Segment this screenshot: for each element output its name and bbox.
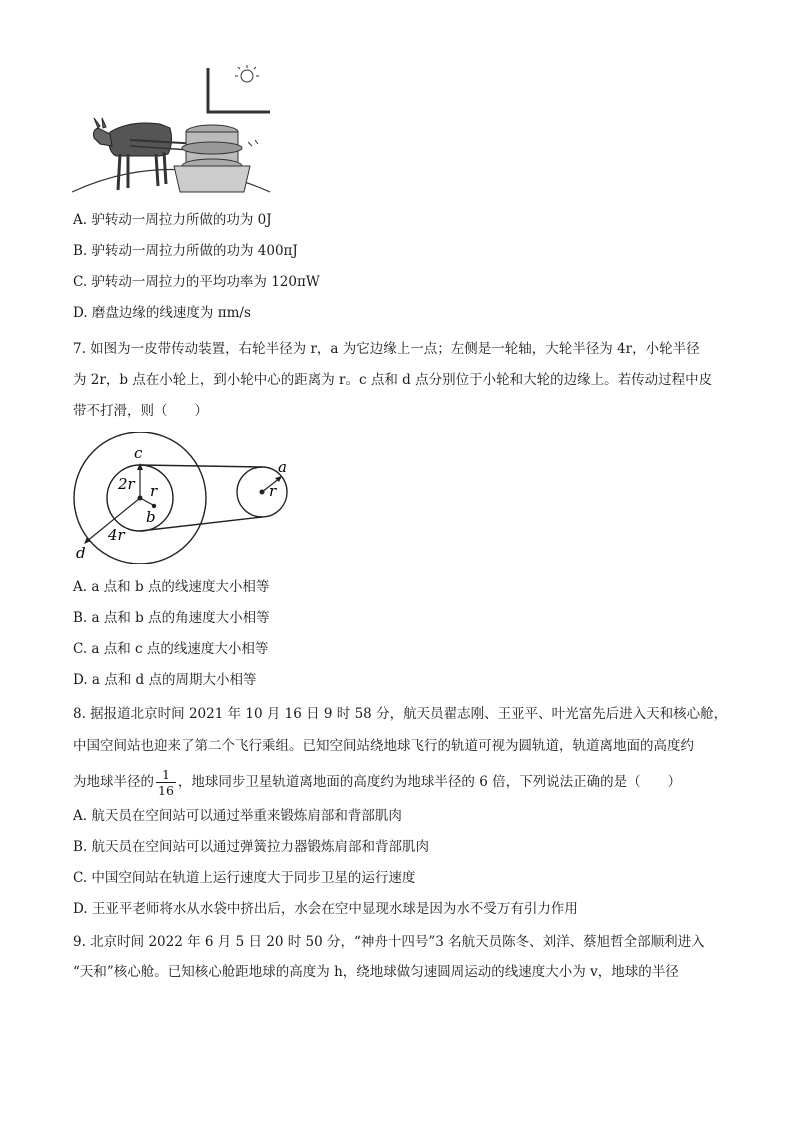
q7-stem-line-2: 为 2r，b 点在小轮上，到小轮中心的距离为 r。c 点和 d 点分别位于小轮和大轮的边缘上。若传动过程中皮 [73,372,713,388]
q8-option-a[interactable]: A. 航天员在空间站可以通过举重来锻炼肩部和背部肌肉 [73,808,402,824]
q9-stem-line-2: “天和”核心舱。已知核心舱距地球的高度为 h，绕地球做匀速圆周运动的线速度大小为 v，地球的半径 [73,964,679,980]
fraction-denominator: 16 [158,783,174,798]
belt-top [140,465,262,467]
q8-stem-line-3 [73,767,681,798]
q6-option-a[interactable]: A. 驴转动一周拉力所做的功为 0J [73,212,272,228]
q6-option-b[interactable]: B. 驴转动一周拉力所做的功为 400πJ [73,243,298,259]
q7-option-b[interactable]: B. a 点和 b 点的角速度大小相等 [73,610,270,626]
q7-option-c[interactable]: C. a 点和 c 点的线速度大小相等 [73,641,269,657]
donkey-millstone-illustration [70,62,280,197]
label-r-left: r [150,482,158,500]
label-a: a [278,458,287,476]
q6-option-d[interactable]: D. 磨盘边缘的线速度为 πm/s [73,305,251,321]
q7-stem-line-1: 7. 如图为一皮带传动装置，右轮半径为 r，a 为它边缘上一点；左侧是一轮轴，大轮半径为 4r，小轮半径 [73,341,700,357]
q7-option-a[interactable]: A. a 点和 b 点的线速度大小相等 [73,579,270,595]
q8-stem-line-1: 8. 据报道北京时间 2021 年 10 月 16 日 9 时 58 分，航天员翟志刚、王亚平、叶光富先后进入天和核心舱， [73,706,728,722]
belt-bottom [140,517,262,531]
belt-drive-diagram [68,432,308,564]
label-c: c [134,444,143,462]
label-b: b [146,508,156,526]
q7-option-d[interactable]: D. a 点和 d 点的周期大小相等 [73,672,257,688]
q8-option-b[interactable]: B. 航天员在空间站可以通过弹簧拉力器锻炼肩部和背部肌肉 [73,839,430,855]
label-4r: 4r [108,526,125,544]
q8-stem-line-2: 中国空间站也迎来了第二个飞行乘组。已知空间站绕地球飞行的轨道可视为圆轨道，轨道离地面的高度约 [73,738,694,754]
q8-line3-suffix: ，地球同步卫星轨道离地面的高度约为地球半径的 6 倍，下列说法正确的是（ ） [177,774,682,790]
q8-option-d[interactable]: D. 王亚平老师将水从水袋中挤出后，水会在空中显现水球是因为水不受万有引力作用 [73,901,578,917]
fraction-one-sixteenth [156,767,176,798]
label-2r: 2r [118,475,135,493]
q7-stem-line-3: 带不打滑，则（ ） [73,403,208,419]
label-r-right: r [269,482,277,500]
sun-icon [241,70,253,82]
q8-option-c[interactable]: C. 中国空间站在轨道上运行速度大于同步卫星的运行速度 [73,870,416,886]
q6-option-c[interactable]: C. 驴转动一周拉力的平均功率为 120πW [73,274,320,290]
label-d: d [76,544,86,562]
fraction-numerator: 1 [156,767,176,783]
q8-line3-prefix: 为地球半径的 [73,774,154,790]
q9-stem-line-1: 9. 北京时间 2022 年 6 月 5 日 20 时 50 分，“神舟十四号”3 名航天员陈冬、刘洋、蔡旭哲全部顺利进入 [73,934,705,950]
